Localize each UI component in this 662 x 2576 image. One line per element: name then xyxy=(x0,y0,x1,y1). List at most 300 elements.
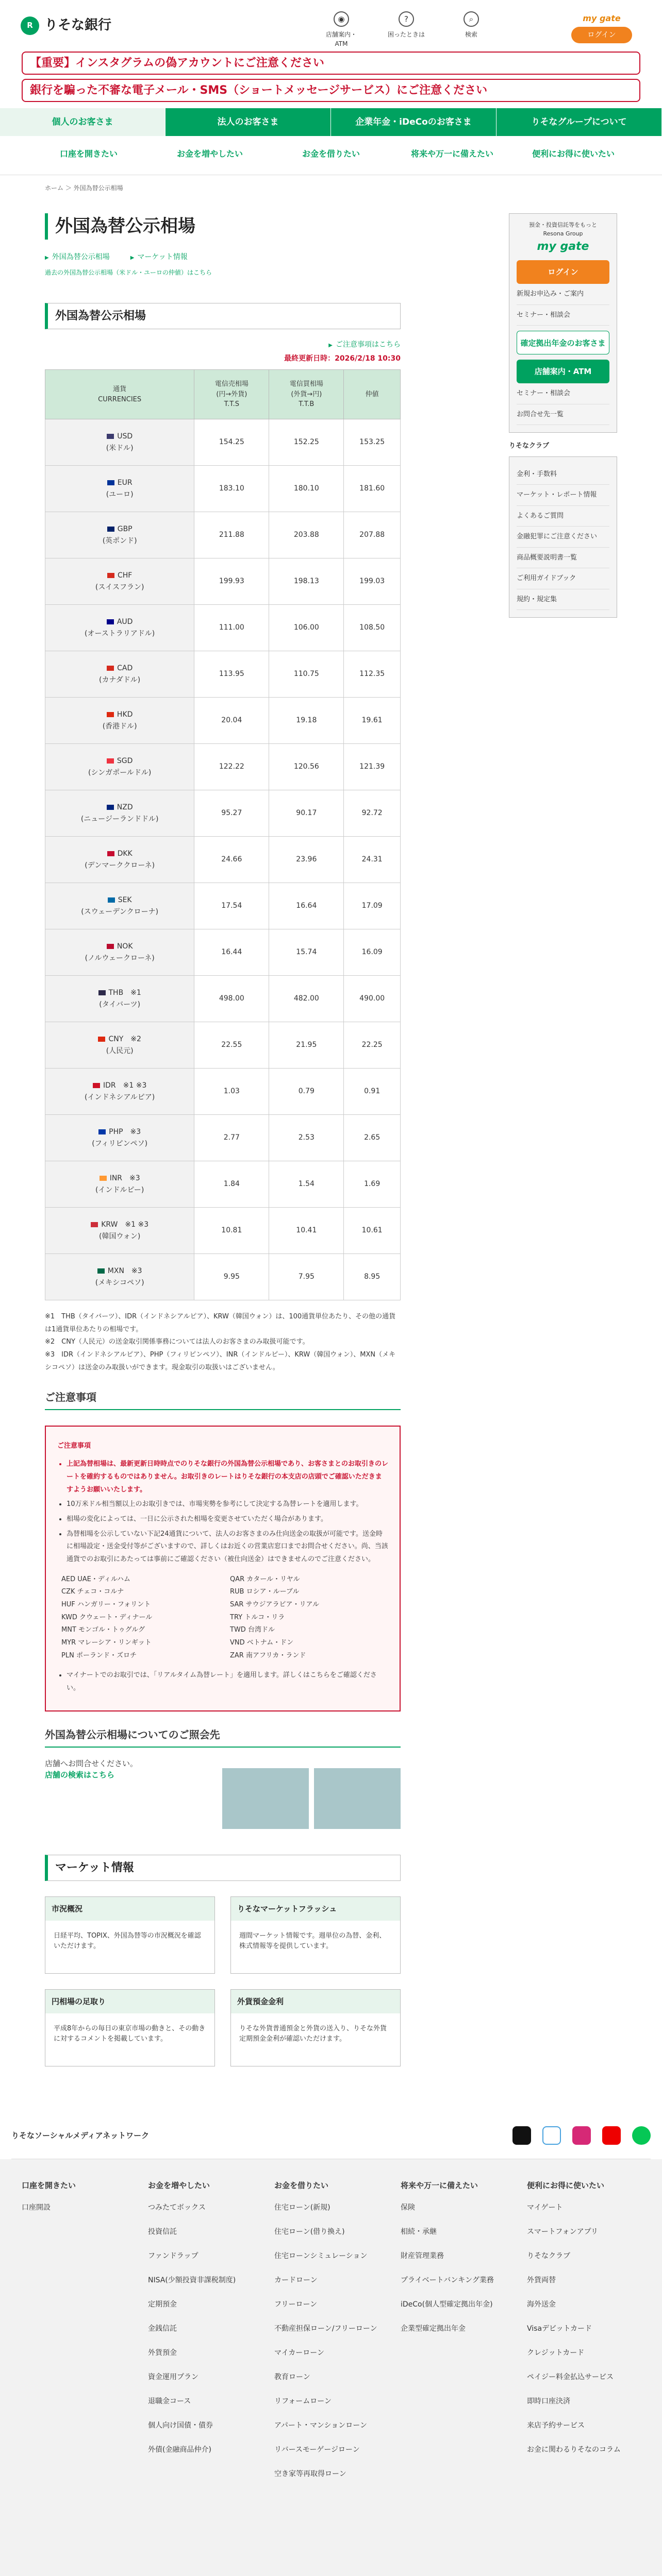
currency-item: QAR カタール・リヤル xyxy=(230,1575,300,1583)
currency-name: (人民元) xyxy=(106,1046,134,1055)
gnav-personal[interactable]: 個人のお客さま xyxy=(0,108,166,136)
fx-rate-table xyxy=(45,369,401,1300)
ttb-rate: 16.64 xyxy=(269,883,344,929)
mid-rate: 199.03 xyxy=(344,558,401,605)
market-card[interactable] xyxy=(45,1989,215,2066)
currency-cell xyxy=(45,883,194,929)
card-text: りそな外貨普通預金と外貨の送入り、りそな外貨定期預金金利が確認いただけます。 xyxy=(239,2025,387,2043)
inquiry-heading: 外国為替公示相場についてのご照会先 xyxy=(45,1727,401,1748)
currency-item: MYR マレーシア・リンギット xyxy=(61,1639,152,1647)
currency-name: (シンガポールドル) xyxy=(88,768,152,777)
tts-rate: 1.84 xyxy=(194,1161,269,1208)
currency-item: HUF ハンガリー・フォリント xyxy=(61,1601,151,1608)
caution-item: • 上記為替相場は、最新更新日時時点でのりそな銀行の外国為替公示相場であり、お客さまとのお取引きのレートを確約するものではありません。お取引きのレートはりそな銀行の本支店の店頭でご確認いただきますようお願いいたします。 xyxy=(67,1458,388,1496)
ttb-rate: 2.53 xyxy=(269,1115,344,1161)
ttb-rate: 203.88 xyxy=(269,512,344,558)
store-search-link[interactable]: 店舗の検索はこちら xyxy=(45,1770,115,1780)
flag-icon xyxy=(107,758,114,764)
footer-link[interactable]: 海外送金 xyxy=(527,2300,556,2309)
mid-rate: 8.95 xyxy=(344,1254,401,1300)
side-link[interactable]: 金融犯罪にご注意ください xyxy=(517,527,609,548)
site-header xyxy=(0,0,662,52)
mid-rate: 181.60 xyxy=(344,466,401,512)
x-icon[interactable] xyxy=(512,2126,531,2145)
footer-link[interactable]: リフォームローン xyxy=(274,2397,332,2406)
footer-link[interactable]: 来店予約サービス xyxy=(527,2421,585,2430)
ttb-rate: 120.56 xyxy=(269,744,344,790)
link-fx-rates[interactable]: ▶ 外国為替公示相場 xyxy=(45,252,110,263)
currency-cell xyxy=(45,744,194,790)
help-icon: ? xyxy=(399,11,414,27)
flag-icon xyxy=(98,1037,105,1042)
table-row xyxy=(45,883,401,929)
tts-rate: 111.00 xyxy=(194,605,269,651)
footer-link[interactable]: 口座開設 xyxy=(22,2204,51,2212)
header-login-button[interactable]: ログイン xyxy=(571,27,632,43)
flag-icon xyxy=(107,712,114,717)
footer-link[interactable]: 住宅ローン(借り換え) xyxy=(274,2228,345,2236)
currency-item: TRY トルコ・リラ xyxy=(230,1613,285,1621)
snav-loan[interactable]: お金を借りたい xyxy=(302,149,360,159)
table-row xyxy=(45,512,401,558)
currency-cell xyxy=(45,1115,194,1161)
ttb-rate: 0.79 xyxy=(269,1069,344,1115)
mid-rate: 112.35 xyxy=(344,651,401,698)
flag-icon xyxy=(107,480,114,485)
currency-item: MNT モンゴル・トゥグルグ xyxy=(61,1626,145,1634)
flag-icon xyxy=(108,897,115,903)
currency-code: MXN ※3 xyxy=(107,1267,142,1276)
ttb-rate: 180.10 xyxy=(269,466,344,512)
footer-column xyxy=(401,2180,514,2494)
footer-link[interactable]: 個人向け国債・債券 xyxy=(148,2421,213,2430)
ttb-rate: 110.75 xyxy=(269,651,344,698)
side-pension-button[interactable]: 確定拠出年金のお客さま xyxy=(517,331,609,354)
ttb-rate: 198.13 xyxy=(269,558,344,605)
footer-link[interactable]: iDeCo(個人型確定拠出年金) xyxy=(401,2300,493,2309)
mail-icon[interactable] xyxy=(542,2126,561,2145)
table-row xyxy=(45,419,401,466)
tts-rate: 183.10 xyxy=(194,466,269,512)
footer-link[interactable]: 住宅ローンシミュレーション xyxy=(274,2252,368,2261)
footer-column-heading[interactable]: お金を増やしたい xyxy=(148,2180,210,2190)
footer-link[interactable]: 空き家等再取得ローン xyxy=(274,2470,346,2479)
flag-icon xyxy=(93,1083,100,1088)
footer-column xyxy=(274,2180,388,2494)
ttb-rate: 19.18 xyxy=(269,698,344,744)
snav-open-account[interactable]: 口座を開きたい xyxy=(59,149,118,159)
tts-rate: 95.27 xyxy=(194,790,269,837)
footer-link[interactable]: つみたてボックス xyxy=(148,2204,206,2212)
market-card[interactable] xyxy=(230,1989,401,2066)
tts-rate: 199.93 xyxy=(194,558,269,605)
search-icon: ⌕ xyxy=(464,11,479,27)
footer-link[interactable]: カードローン xyxy=(274,2276,318,2285)
currency-cell xyxy=(45,651,194,698)
card-text: 週間マーケット情報です。週単位の為替、金利、株式情報等を提供しています。 xyxy=(239,1932,386,1950)
mygate-box xyxy=(509,213,617,433)
currency-code: IDR ※1 ※3 xyxy=(103,1081,147,1090)
staff-photo xyxy=(314,1768,401,1829)
currency-name: (デンマーククローネ) xyxy=(85,861,155,870)
currency-cell xyxy=(45,605,194,651)
mid-rate: 207.88 xyxy=(344,512,401,558)
market-card[interactable] xyxy=(230,1896,401,1974)
currency-code: THB ※1 xyxy=(108,989,141,997)
currency-item: KWD クウェート・ディナール xyxy=(61,1613,153,1621)
tts-rate: 498.00 xyxy=(194,976,269,1022)
ttb-rate: 21.95 xyxy=(269,1022,344,1069)
tts-rate: 113.95 xyxy=(194,651,269,698)
link-market-info[interactable]: ▶ マーケット情報 xyxy=(130,252,188,263)
footer-link[interactable]: 教育ローン xyxy=(274,2373,310,2382)
currency-cell xyxy=(45,558,194,605)
card-text: 平成8年からの毎日の東京市場の動きと、その動きに対するコメントを掲載しています。 xyxy=(54,2025,206,2043)
card-text: 日経平均、TOPIX、外国為替等の市況概況を確認いただけます。 xyxy=(54,1932,201,1950)
footer-link[interactable]: 外債(金融商品仲介) xyxy=(148,2446,211,2454)
youtube-icon[interactable] xyxy=(602,2126,621,2145)
currency-code: SGD xyxy=(117,757,133,766)
pin-icon: ◉ xyxy=(334,11,349,27)
table-header: 仲値 xyxy=(344,370,401,419)
currency-cell xyxy=(45,466,194,512)
ttb-rate: 23.96 xyxy=(269,837,344,883)
caution-item: • 相場の変化によっては、一日に公示された相場を変更させていただく場合があります。 xyxy=(67,1513,388,1526)
side-link[interactable]: よくあるご質問 xyxy=(517,506,609,527)
card-title: りそなマーケットフラッシュ xyxy=(231,1897,400,1921)
table-row xyxy=(45,651,401,698)
section-heading: 外国為替公示相場 xyxy=(45,303,401,329)
currency-code: GBP xyxy=(117,525,133,534)
currency-code: SEK xyxy=(118,896,132,905)
mid-rate: 10.61 xyxy=(344,1208,401,1254)
snav-invest[interactable]: お金を増やしたい xyxy=(176,149,243,159)
mid-rate: 153.25 xyxy=(344,419,401,466)
ttb-rate: 106.00 xyxy=(269,605,344,651)
currency-item: VND ベトナム・ドン xyxy=(230,1639,294,1647)
side-link[interactable]: マーケット・レポート情報 xyxy=(517,485,609,506)
line-icon[interactable] xyxy=(632,2126,651,2145)
table-row xyxy=(45,790,401,837)
snav-prepare[interactable]: 将来や万一に備えたい xyxy=(410,149,493,159)
footer-link[interactable]: マイカーローン xyxy=(274,2349,325,2358)
page-title: 外国為替公示相場 xyxy=(45,213,401,240)
footer-link[interactable]: Visaデビットカード xyxy=(527,2325,592,2333)
footer-link[interactable]: 相続・承継 xyxy=(401,2228,437,2236)
table-row xyxy=(45,929,401,976)
currency-code: USD xyxy=(117,432,133,441)
resona-logo[interactable]: R りそな銀行 xyxy=(21,15,111,36)
currency-item: TWD 台湾ドル xyxy=(230,1626,275,1634)
side-link[interactable]: 金利・手数料 xyxy=(517,464,609,485)
currency-code: INR ※3 xyxy=(109,1174,140,1183)
tts-rate: 16.44 xyxy=(194,929,269,976)
footer-menu xyxy=(0,2159,662,2576)
store-atm-link[interactable]: ◉ 店舗案内・ATM xyxy=(321,11,362,48)
table-row xyxy=(45,837,401,883)
footer-link[interactable]: リバースモーゲージローン xyxy=(274,2446,360,2454)
tts-rate: 24.66 xyxy=(194,837,269,883)
currency-cell xyxy=(45,698,194,744)
side-group-text: Resona Group xyxy=(543,230,583,237)
mid-rate: 0.91 xyxy=(344,1069,401,1115)
flag-icon xyxy=(107,944,114,949)
footer-column-heading[interactable]: 口座を開きたい xyxy=(22,2180,76,2190)
currency-cell xyxy=(45,1208,194,1254)
social-heading: りそなソーシャルメディアネットワーク xyxy=(11,2131,150,2141)
currency-code: CAD xyxy=(117,664,133,673)
footer-link[interactable]: 住宅ローン(新規) xyxy=(274,2204,330,2212)
currency-code: CNY ※2 xyxy=(108,1035,141,1044)
table-row xyxy=(45,1115,401,1161)
flag-icon xyxy=(107,805,114,810)
footer-link[interactable]: 外貨預金 xyxy=(148,2349,177,2358)
mid-rate: 108.50 xyxy=(344,605,401,651)
logo-mark-icon: R xyxy=(21,16,39,35)
card-title: 円相場の足取り xyxy=(45,1990,214,2014)
currency-cell xyxy=(45,1254,194,1300)
side-atm-button[interactable]: 店舗案内・ATM xyxy=(517,360,609,383)
sub-nav xyxy=(0,136,662,175)
mid-rate: 22.25 xyxy=(344,1022,401,1069)
footer-link[interactable]: マイゲート xyxy=(527,2204,563,2212)
gnav-group[interactable]: りそなグループについて xyxy=(496,108,662,136)
currency-item: ZAR 南アフリカ・ランド xyxy=(230,1651,306,1659)
side-login-button[interactable]: ログイン xyxy=(517,260,609,284)
currency-item: AED UAE・ディルハム xyxy=(61,1575,130,1583)
footer-link[interactable]: 不動産担保ローン/フリーローン xyxy=(274,2325,377,2333)
currency-name: (インドネシアルピア) xyxy=(85,1093,155,1101)
footer-link[interactable]: 保険 xyxy=(401,2204,415,2212)
alert-instagram[interactable]: 【重要】インスタグラムの偽アカウントにご注意ください xyxy=(22,52,640,75)
side-link[interactable]: 新規お申込み・ご案内 xyxy=(517,284,609,305)
table-row xyxy=(45,744,401,790)
ttb-rate: 7.95 xyxy=(269,1254,344,1300)
currency-name: (ノルウェークローネ) xyxy=(85,954,155,962)
footer-link[interactable]: お金に関わるりそなのコラム xyxy=(527,2446,621,2454)
currency-cell xyxy=(45,790,194,837)
main-content xyxy=(45,213,401,2066)
currency-code: PHP ※3 xyxy=(109,1128,141,1137)
gnav-corporate[interactable]: 法人のお客さま xyxy=(166,108,331,136)
table-row xyxy=(45,1022,401,1069)
caution-title: ご注意事項 xyxy=(57,1442,91,1450)
table-row xyxy=(45,976,401,1022)
gnav-pension[interactable]: 企業年金・iDeCoのお客さま xyxy=(331,108,496,136)
caution-item: • マイナートでのお取引では、「リアルタイム為替レート」を適用します。詳しくはこちらをご確認ください。 xyxy=(67,1669,388,1694)
currency-name: (ユーロ) xyxy=(106,490,134,499)
mid-rate: 19.61 xyxy=(344,698,401,744)
search-button[interactable]: ⌕ 検索 xyxy=(451,11,492,48)
table-header: 電信売相場 (円→外貨) T.T.S xyxy=(194,370,269,419)
flag-icon xyxy=(97,1268,105,1274)
footer-link[interactable]: フリーローン xyxy=(274,2300,318,2309)
tts-rate: 122.22 xyxy=(194,744,269,790)
flag-icon xyxy=(98,1129,106,1134)
currency-name: (英ポンド) xyxy=(102,536,137,545)
currency-code: HKD xyxy=(117,710,133,719)
tts-rate: 211.88 xyxy=(194,512,269,558)
ttb-rate: 1.54 xyxy=(269,1161,344,1208)
currency-item: PLN ポーランド・ズロチ xyxy=(61,1651,137,1659)
mid-rate: 121.39 xyxy=(344,744,401,790)
flag-icon xyxy=(100,1176,107,1181)
currency-name: (韓国ウォン) xyxy=(98,1232,141,1241)
mid-rate: 24.31 xyxy=(344,837,401,883)
tts-rate: 1.03 xyxy=(194,1069,269,1115)
footer-link[interactable]: 財産管理業務 xyxy=(401,2252,444,2261)
tts-rate: 10.81 xyxy=(194,1208,269,1254)
footer-link[interactable]: スマートフォンアプリ xyxy=(527,2228,599,2236)
side-link[interactable]: セミナー・相談会 xyxy=(517,383,609,404)
currency-code: KRW ※1 ※3 xyxy=(101,1221,149,1229)
side-link[interactable]: ご利用ガイドブック xyxy=(517,568,609,589)
side-club-link[interactable]: りそなクラブ xyxy=(509,442,550,450)
card-title: 市況概況 xyxy=(45,1897,214,1921)
note-3: ※3 IDR（インドネシアルピア）、PHP（フィリピンペソ）、INR（インドルピー）、KRW（韓国ウォン）、MXN（メキシコペソ）は送金のみ取扱いができます。現金取引の取扱いはございません。 xyxy=(45,1351,396,1371)
alert-phishing[interactable]: 銀行を騙った不審な電子メール・SMS（ショートメッセージサービス）にご注意ください xyxy=(22,79,640,102)
currency-name: (カナダドル) xyxy=(99,675,141,684)
footer-column-heading[interactable]: 便利にお得に使いたい xyxy=(527,2180,605,2190)
flag-icon xyxy=(107,619,114,624)
help-link[interactable]: ? 困ったときは xyxy=(386,11,427,48)
footer-link[interactable]: アパート・マンションローン xyxy=(274,2421,367,2430)
currency-code: EUR xyxy=(117,479,133,487)
footer-link[interactable]: 投資信託 xyxy=(148,2228,177,2236)
table-notes xyxy=(45,1311,401,1374)
flag-icon xyxy=(107,851,114,856)
unlisted-currencies xyxy=(61,1573,388,1663)
flag-icon xyxy=(98,990,106,995)
side-link[interactable]: 商品概要説明書一覧 xyxy=(517,548,609,569)
inquiry-text: 店舗へお問合せください。 xyxy=(45,1758,138,1768)
caution-heading: ご注意事項 xyxy=(45,1389,401,1410)
branch-photo xyxy=(222,1768,309,1829)
last-updated: 最終更新日時：2026/2/18 10:30 xyxy=(284,354,401,363)
currency-name: (オーストラリアドル) xyxy=(85,629,155,638)
instagram-icon[interactable] xyxy=(572,2126,591,2145)
notes-link[interactable]: ▶ ご注意事項はこちら xyxy=(45,340,401,350)
side-link[interactable]: 規約・規定集 xyxy=(517,589,609,611)
table-row xyxy=(45,1254,401,1300)
currency-cell xyxy=(45,1022,194,1069)
footer-link[interactable]: プライベートバンキング業務 xyxy=(401,2276,494,2285)
footer-link[interactable]: NISA(少額投資非課税制度) xyxy=(148,2276,236,2285)
currency-name: (フィリピンペソ) xyxy=(92,1139,148,1148)
mygate-login[interactable]: my gate ログイン xyxy=(571,12,632,43)
currency-cell xyxy=(45,976,194,1022)
side-links-box xyxy=(509,456,617,618)
footer-column xyxy=(527,2180,640,2494)
market-heading: マーケット情報 xyxy=(45,1855,401,1881)
table-row xyxy=(45,698,401,744)
tts-rate: 20.04 xyxy=(194,698,269,744)
tts-rate: 17.54 xyxy=(194,883,269,929)
flag-icon xyxy=(107,573,114,578)
currency-item: CZK チェコ・コルナ xyxy=(61,1588,124,1596)
caution-item: • 10万米ドル相当額以上のお取引きでは、市場実勢を参考にして決定する為替レートを適用します。 xyxy=(67,1498,388,1511)
flag-icon xyxy=(107,527,114,532)
currency-name: (米ドル) xyxy=(106,444,134,452)
currency-cell xyxy=(45,1161,194,1208)
side-link[interactable]: セミナー・相談会 xyxy=(517,305,609,326)
table-header: 電信買相場 (外貨→円) T.T.B xyxy=(269,370,344,419)
table-row xyxy=(45,605,401,651)
mid-rate: 16.09 xyxy=(344,929,401,976)
footer-link[interactable]: 退職金コース xyxy=(148,2397,191,2406)
tts-rate: 154.25 xyxy=(194,419,269,466)
flag-icon xyxy=(107,666,114,671)
global-nav xyxy=(0,108,662,136)
flag-icon xyxy=(91,1222,98,1227)
footer-link[interactable]: 金銭信託 xyxy=(148,2325,177,2333)
tts-rate: 22.55 xyxy=(194,1022,269,1069)
note-1: ※1 THB（タイバーツ）、IDR（インドネシアルピア）、KRW（韓国ウォン）は、100通貨単位あたり、その他の通貨は1通貨単位あたりの相場です。 xyxy=(45,1313,396,1333)
card-title: 外貨預金金利 xyxy=(231,1990,400,2014)
ttb-rate: 15.74 xyxy=(269,929,344,976)
currency-cell xyxy=(45,837,194,883)
footer-column-heading[interactable]: お金を借りたい xyxy=(274,2180,329,2190)
mid-rate: 490.00 xyxy=(344,976,401,1022)
tts-rate: 9.95 xyxy=(194,1254,269,1300)
table-row xyxy=(45,1208,401,1254)
side-top-text: 預金・投資信託等をもっと xyxy=(529,222,597,228)
ttb-rate: 10.41 xyxy=(269,1208,344,1254)
table-row xyxy=(45,466,401,512)
caution-item: • 為替相場を公示していない下記24通貨について、法人のお客さまのみ仕向送金の取扱が可能です。送金時に相場設定・送金受付等がございますので、詳しくはお近くの営業店窓口までお問合せください。尚、当該通貨でのお取引にあたっては事前にご確認ください（被仕向送金）はできませんのでご注意ください。 xyxy=(67,1528,388,1566)
footer-link[interactable]: 外貨両替 xyxy=(527,2276,556,2285)
footer-link[interactable]: クレジットカード xyxy=(527,2349,585,2358)
footer-link[interactable]: 定期預金 xyxy=(148,2300,177,2309)
footer-link[interactable]: 即時口座決済 xyxy=(527,2397,570,2406)
side-mygate-logo: my gate xyxy=(537,240,589,253)
currency-code: DKK xyxy=(117,850,133,858)
footer-link[interactable]: 資金運用プラン xyxy=(148,2373,198,2382)
past-rates-link[interactable]: 過去の外国為替公示相場（米ドル・ユーロの仲値）はこちら xyxy=(45,269,212,276)
currency-name: (スウェーデンクローナ) xyxy=(81,907,159,916)
table-header: 通貨 CURRENCIES xyxy=(45,370,194,419)
footer-link[interactable]: りそなクラブ xyxy=(527,2252,570,2261)
table-row xyxy=(45,1161,401,1208)
currency-name: (タイバーツ) xyxy=(99,1000,141,1009)
currency-item: RUB ロシア・ルーブル xyxy=(230,1588,300,1596)
mid-rate: 2.65 xyxy=(344,1115,401,1161)
mid-rate: 17.09 xyxy=(344,883,401,929)
footer-column-heading[interactable]: 将来や万一に備えたい xyxy=(401,2180,478,2190)
currency-name: (ニュージーランドドル) xyxy=(80,815,159,823)
mid-rate: 1.69 xyxy=(344,1161,401,1208)
currency-cell xyxy=(45,929,194,976)
currency-name: (香港ドル) xyxy=(102,722,137,731)
footer-link[interactable]: ファンドラップ xyxy=(148,2252,198,2261)
caution-box xyxy=(45,1426,401,1711)
note-2: ※2 CNY（人民元）の送金取引関係事務については法人のお客さまのみ取扱可能です。 xyxy=(45,1338,309,1346)
tts-rate: 2.77 xyxy=(194,1115,269,1161)
sidebar xyxy=(509,213,617,2066)
side-link[interactable]: お問合せ先一覧 xyxy=(517,404,609,426)
currency-name: (メキシコペソ) xyxy=(95,1278,144,1287)
ttb-rate: 90.17 xyxy=(269,790,344,837)
table-row xyxy=(45,1069,401,1115)
footer-link[interactable]: 企業型確定拠出年金 xyxy=(401,2325,466,2333)
currency-name: (スイスフラン) xyxy=(95,583,144,591)
currency-name: (インドルピー) xyxy=(95,1185,144,1194)
breadcrumb[interactable]: ホーム ＞ 外国為替公示相場 xyxy=(45,184,123,192)
market-card[interactable] xyxy=(45,1896,215,1974)
snav-convenient[interactable]: 便利にお得に使いたい xyxy=(532,149,615,159)
footer-column xyxy=(148,2180,261,2494)
footer-link[interactable]: ペイジー料金払込サービス xyxy=(527,2373,614,2382)
